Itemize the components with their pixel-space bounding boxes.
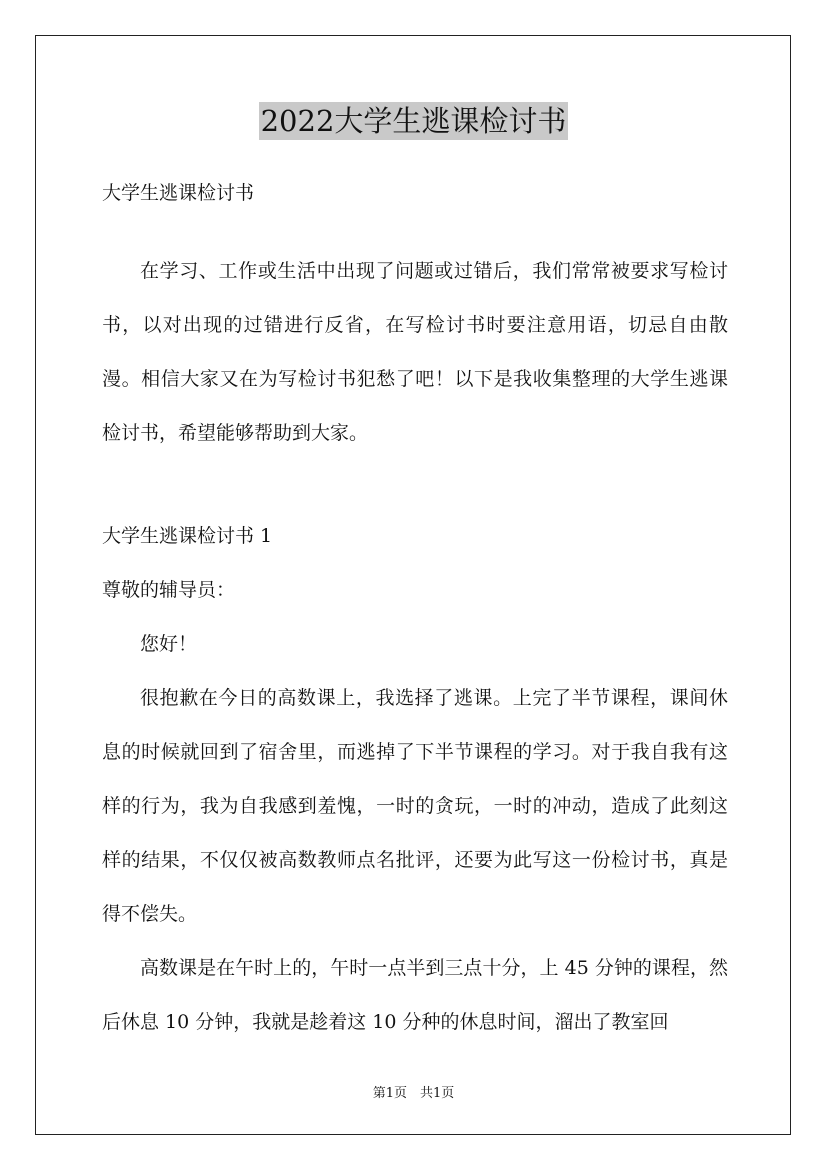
greeting: 您好！ xyxy=(140,633,198,655)
page-footer: 第1页 共1页 xyxy=(372,1086,455,1101)
intro-text: 在学习、工作或生活中出现了问题或过错后，我们常常被要求写检讨书，以对出现的过错进行反省，在写检讨书时要注意用语，切忌自由散漫。相信大家又在为写检讨书犯愁了吧！以下是我收集整理的大学生逃课检讨书，希望能够帮助到大家。 xyxy=(102,260,728,444)
title-container xyxy=(0,102,827,140)
document-body xyxy=(102,177,728,1049)
paragraph-2-text: 高数课是在午时上的，午时一点半到三点十分，上 45 分钟的课程，然后休息 10 分钟，我就是趁着这 10 分种的休息时间，溜出了教室回 xyxy=(102,957,728,1033)
subheading: 大学生逃课检讨书 xyxy=(102,182,255,204)
intro-paragraph xyxy=(102,244,728,460)
paragraph-1 xyxy=(102,671,728,941)
paragraph-2 xyxy=(102,941,728,1049)
paragraph-1-text: 很抱歉在今日的高数课上，我选择了逃课。上完了半节课程，课间休息的时候就回到了宿舍里，而逃掉了下半节课程的学习。对于我自我有这样的行为，我为自我感到羞愧，一时的贪玩，一时的冲动，造成了此刻这样的结果，不仅仅被高数教师点名批评，还要为此写这一份检讨书，真是得不偿失。 xyxy=(102,687,728,925)
document-title: 2022大学生逃课检讨书 xyxy=(260,104,567,138)
salutation: 尊敬的辅导员： xyxy=(102,579,236,601)
section-title: 大学生逃课检讨书 1 xyxy=(102,525,273,547)
